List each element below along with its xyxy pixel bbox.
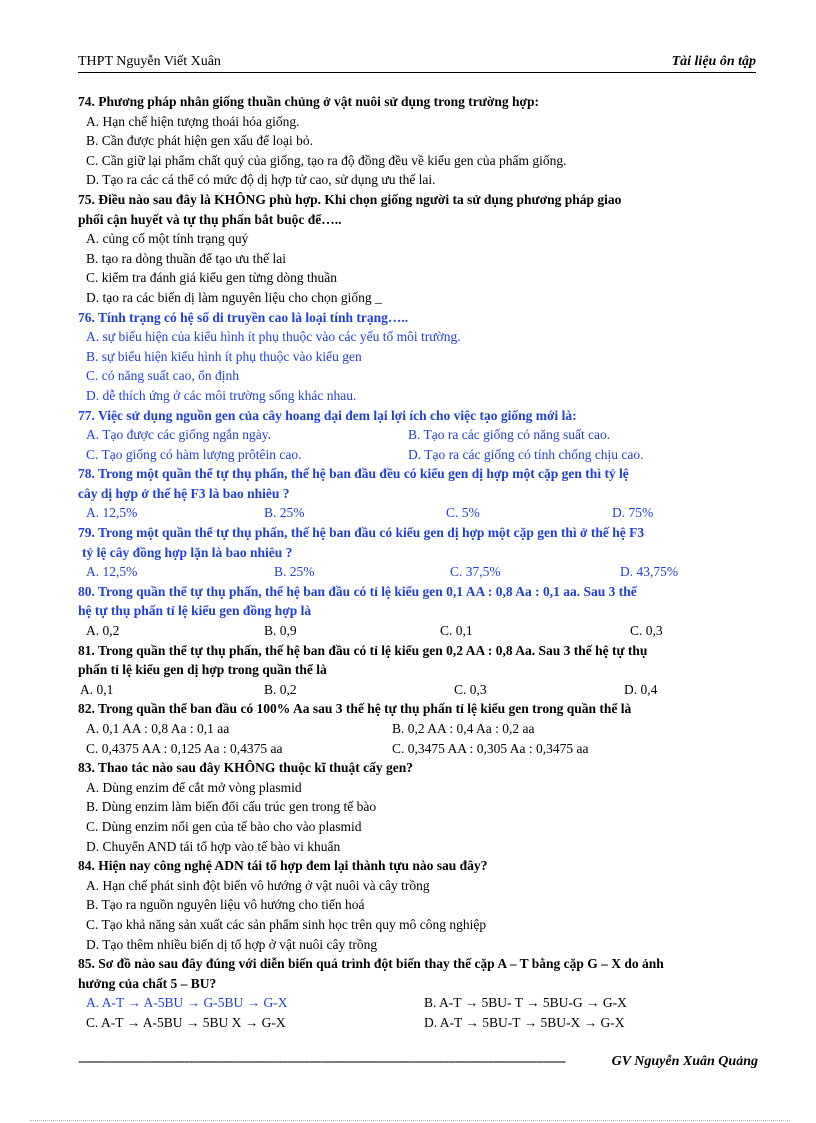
q77-option-a: A. Tạo được các giống ngắn ngày. xyxy=(86,427,272,443)
q81-option-b: B. 0,2 xyxy=(264,681,297,697)
q74-option-c: C. Cần giữ lại phẩm chất quý của giống, tạo ra độ đồng đều về kiểu gen của phẩm giống. xyxy=(86,152,567,168)
q76-option-b: B. sự biểu hiện kiểu hình ít phụ thuộc vào kiểu gen xyxy=(86,348,362,364)
question-84: 84. Hiện nay công nghệ ADN tái tổ hợp đem lại thành tựu nào sau đây? xyxy=(78,858,488,874)
q75-option-b: B. tạo ra dòng thuần để tạo ưu thế lai xyxy=(86,250,287,266)
q81-option-a: A. 0,1 xyxy=(80,681,114,697)
teacher-signature: GV Nguyễn Xuân Quảng xyxy=(611,1054,758,1069)
page-header xyxy=(78,54,756,72)
q76-option-d: D. dễ thích ứng ở các môi trường sống khác nhau. xyxy=(86,387,357,403)
q78-option-b: B. 25% xyxy=(264,505,305,521)
question-85-line1: 85. Sơ đồ nào sau đây đúng với diễn biến quá trình đột biến thay thế cặp A – T bằng cặp G – X do ảnh xyxy=(78,956,664,972)
q78-option-a: A. 12,5% xyxy=(86,505,138,521)
q81-options-row xyxy=(78,680,778,700)
header-rule xyxy=(78,72,756,73)
question-81-line1: 81. Trong quần thể tự thụ phấn, thế hệ ban đầu có tỉ lệ kiểu gen 0,2 AA : 0,8 Aa. Sau 3 thế hệ tự thụ xyxy=(78,642,648,658)
q74-option-b: B. Cần được phát hiện gen xấu để loại bỏ. xyxy=(86,133,314,149)
q82-option-b: B. 0,2 AA : 0,4 Aa : 0,2 aa xyxy=(392,721,535,736)
q78-options-row xyxy=(78,503,778,523)
q84-option-c: C. Tạo khả năng sản xuất các sản phẩm sinh học trên quy mô công nghiệp xyxy=(86,916,487,932)
q83-option-a: A. Dùng enzim để cắt mở vòng plasmid xyxy=(86,779,302,795)
page-bottom-divider xyxy=(30,1120,790,1121)
q76-option-a: A. sự biểu hiện của kiểu hình ít phụ thuộc vào các yếu tố môi trường. xyxy=(86,329,461,345)
q85-options-row-2 xyxy=(78,1013,778,1033)
q82-options-row-1 xyxy=(78,719,778,739)
footer-dash-line: ------------------------------------------------------------------------------------------------------------------------------------- xyxy=(78,1054,566,1069)
q75-option-d: D. tạo ra các biến dị làm nguyên liệu cho chọn giống _ xyxy=(86,289,382,305)
question-82: 82. Trong quần thể ban đầu có 100% Aa sau 3 thế hệ tự thụ phấn tỉ lệ kiểu gen trong quần thể là xyxy=(78,701,632,717)
question-76: 76. Tính trạng có hệ số di truyền cao là loại tính trạng….. xyxy=(78,309,409,325)
q81-option-d: D. 0,4 xyxy=(624,681,658,697)
q84-option-a: A. Hạn chế phát sinh đột biến vô hướng ở vật nuôi và cây trồng xyxy=(86,877,430,893)
q74-option-a: A. Hạn chế hiện tượng thoái hóa giống. xyxy=(86,113,300,129)
question-74: 74. Phương pháp nhân giống thuần chủng ở vật nuôi sử dụng trong trường hợp: xyxy=(78,94,539,109)
document-type: Tài liệu ôn tập xyxy=(671,54,756,69)
q79-option-c: C. 37,5% xyxy=(450,564,501,580)
question-81-line2: phấn tỉ lệ kiểu gen dị hợp trong quần thể là xyxy=(78,662,327,678)
question-79-line2: tỷ lệ cây đồng hợp lặn là bao nhiêu ? xyxy=(82,544,293,560)
q82-option-a: A. 0,1 AA : 0,8 Aa : 0,1 aa xyxy=(86,721,230,736)
q83-option-c: C. Dùng enzim nối gen của tế bào cho vào plasmid xyxy=(86,818,362,834)
question-83: 83. Thao tác nào sau đây KHÔNG thuộc kĩ thuật cấy gen? xyxy=(78,760,414,776)
question-77: 77. Việc sử dụng nguồn gen của cây hoang dại đem lại lợi ích cho việc tạo giống mới là: xyxy=(78,407,577,423)
q83-option-b: B. Dùng enzim làm biến đổi cấu trúc gen trong tế bào xyxy=(86,799,377,815)
q85-options-row-1 xyxy=(78,993,778,1013)
q84-option-b: B. Tạo ra nguồn nguyên liệu vô hướng cho tiến hoá xyxy=(86,897,365,913)
q82-option-d: C. 0,3475 AA : 0,305 Aa : 0,3475 aa xyxy=(392,740,589,756)
question-78-line2: cây dị hợp ở thế hệ F3 là bao nhiêu ? xyxy=(78,485,290,501)
q75-option-a: A. củng cố một tính trạng quý xyxy=(86,231,249,247)
q76-option-c: C. có năng suất cao, ổn định xyxy=(86,368,239,384)
q77-option-d: D. Tạo ra các giống có tính chống chịu cao. xyxy=(408,446,644,462)
q85-option-a: A. A-T → A-5BU → G-5BU → G-X xyxy=(86,995,288,1011)
q80-option-a: A. 0,2 xyxy=(86,623,120,639)
q75-option-c: C. kiểm tra đánh giá kiểu gen từng dòng thuần xyxy=(86,270,338,286)
school-name: THPT Nguyễn Viết Xuân xyxy=(78,54,221,69)
q80-option-c: C. 0,1 xyxy=(440,623,473,639)
question-78-line1: 78. Trong một quần thể tự thụ phấn, thế hệ ban đầu đều có kiểu gen dị hợp một cặp gen thì tỷ lệ xyxy=(78,466,629,482)
q84-option-d: D. Tạo thêm nhiều biến dị tổ hợp ở vật nuôi cây trồng xyxy=(86,936,378,952)
question-80-line1: 80. Trong quần thể tự thụ phấn, thế hệ ban đầu có tỉ lệ kiểu gen 0,1 AA : 0,8 Aa : 0,1 aa. Sau 3 thế xyxy=(78,583,637,599)
question-list xyxy=(78,92,778,1033)
q77-option-c: C. Tạo giống có hàm lượng prôtêin cao. xyxy=(86,446,302,462)
q77-option-b: B. Tạo ra các giống có năng suất cao. xyxy=(408,427,611,443)
q81-option-c: C. 0,3 xyxy=(454,681,487,697)
q79-options-row xyxy=(78,562,778,582)
q77-options-row-1 xyxy=(78,425,778,445)
q74-option-d: D. Tạo ra các cá thể có mức độ dị hợp tử cao, sử dụng ưu thế lai. xyxy=(86,172,436,188)
q85-option-c: C. A-T → A-5BU → 5BU X → G-X xyxy=(86,1014,286,1030)
question-80-line2: hệ tự thụ phấn tỉ lệ kiểu gen đồng hợp là xyxy=(78,603,312,619)
q79-option-b: B. 25% xyxy=(274,564,315,580)
q83-option-d: D. Chuyển AND tái tổ hợp vào tế bào vi khuẩn xyxy=(86,838,341,854)
question-75-line1: 75. Điều nào sau đây là KHÔNG phù hợp. Khi chọn giống người ta sử dụng phương pháp giao xyxy=(78,191,622,207)
q77-options-row-2 xyxy=(78,445,778,465)
question-85-line2: hưởng của chất 5 – BU? xyxy=(78,975,217,991)
q79-option-a: A. 12,5% xyxy=(86,564,138,580)
q78-option-d: D. 75% xyxy=(612,505,654,521)
q79-option-d: D. 43,75% xyxy=(620,564,679,580)
question-75-line2: phối cận huyết và tự thụ phấn bắt buộc để….. xyxy=(78,211,342,227)
q80-option-d: C. 0,3 xyxy=(630,623,663,639)
q85-option-b: B. A-T → 5BU- T → 5BU-G → G-X xyxy=(424,995,627,1011)
q85-option-d: D. A-T → 5BU-T → 5BU-X → G-X xyxy=(424,1014,625,1030)
q80-options-row xyxy=(78,621,778,641)
q82-option-c: C. 0,4375 AA : 0,125 Aa : 0,4375 aa xyxy=(86,740,283,756)
q80-option-b: B. 0,9 xyxy=(264,623,297,639)
page-footer xyxy=(78,1054,758,1074)
q78-option-c: C. 5% xyxy=(446,505,480,521)
q82-options-row-2 xyxy=(78,739,778,759)
question-79-line1: 79. Trong một quần thể tự thụ phấn, thế hệ ban đầu có kiểu gen dị hợp một cặp gen thì ở thế hệ F3 xyxy=(78,525,645,541)
